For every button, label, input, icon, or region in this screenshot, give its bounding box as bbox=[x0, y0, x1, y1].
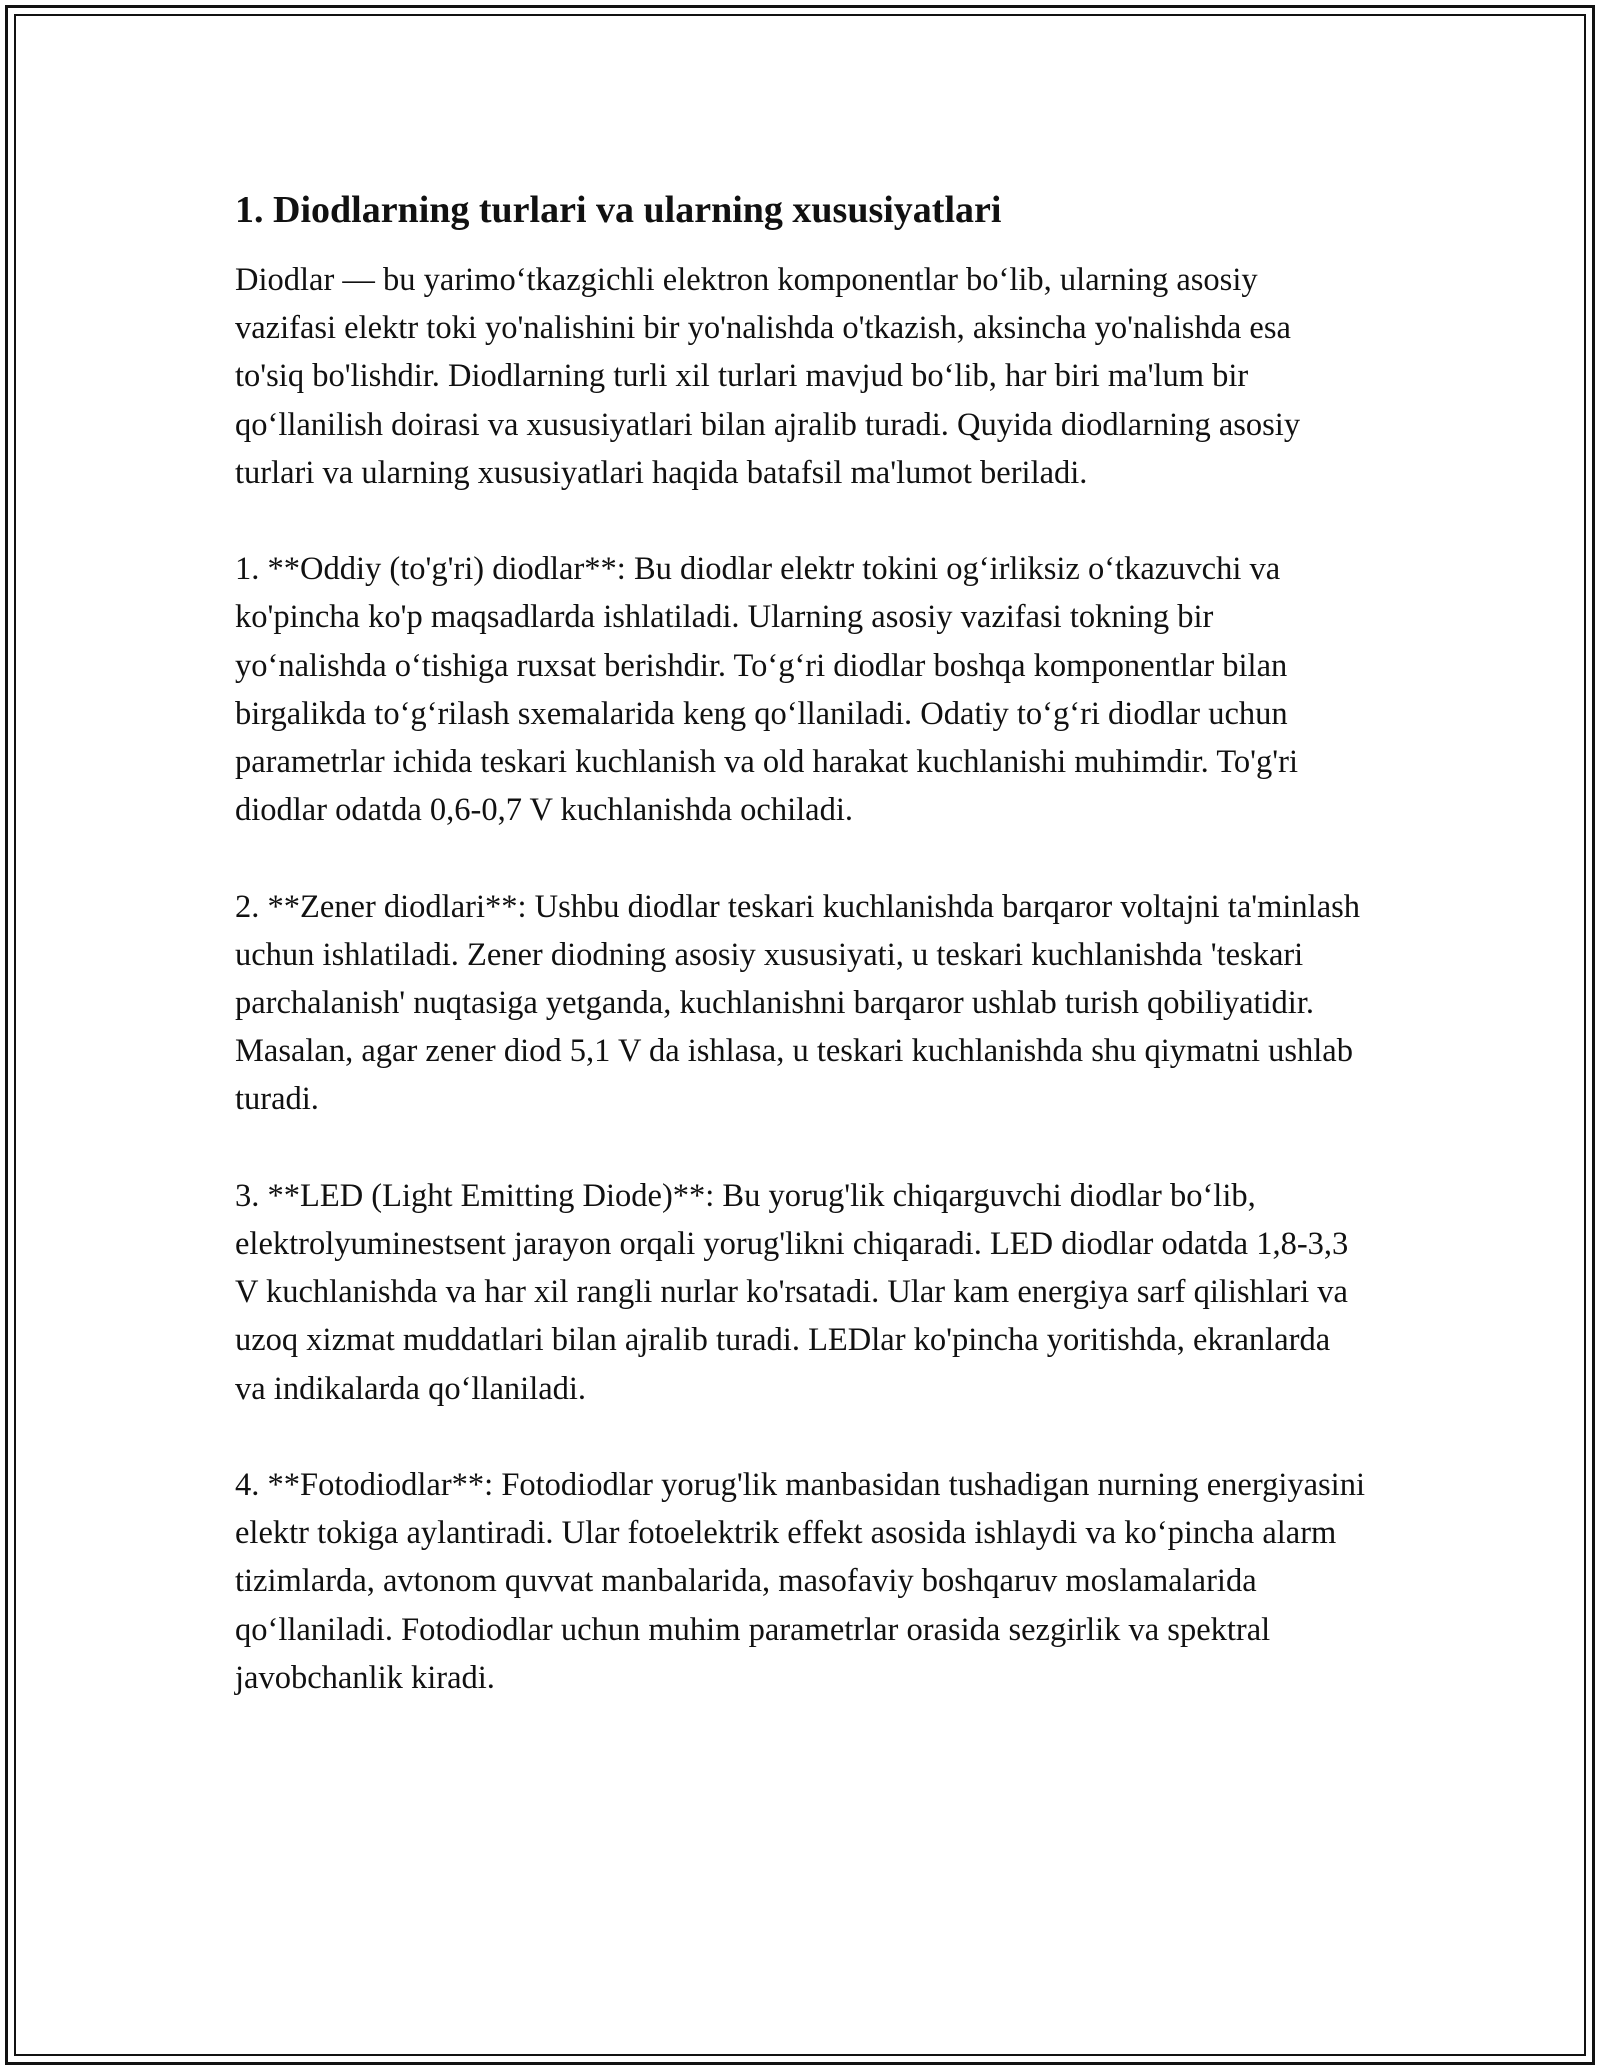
paragraph-intro: Diodlar — bu yarimo‘tkazgichli elektron komponentlar bo‘lib, ularning asosiy vazifasi elektr toki yo'nalishini bir yo'nalishda o'tkazish, aksincha yo'nalishda esa to'siq bo'lishdir. Diodlarning turli xil turlari mavjud bo‘lib, har biri ma'lum bir qo‘llanilish doirasi va xususiyatlari bilan ajralib turadi. Quyida diodlarning asosiy turlari va ularning xususiyatlari haqida batafsil ma'lumot beriladi. bbox=[235, 262, 1301, 491]
paragraph-ordinary-diodes: 1. **Oddiy (to'g'ri) diodlar**: Bu diodlar elektr tokini og‘irliksiz o‘tkazuvchi va ko'pincha ko'p maqsadlarda ishlatiladi. Ularning asosiy vazifasi tokning bir yo‘nalishda o‘tishiga ruxsat berishdir. To‘g‘ri diodlar boshqa komponentlar bilan birgalikda to‘g‘rilash sxemalarida keng qo‘llaniladi. Odatiy to‘g‘ri diodlar uchun parametrlar ichida teskari kuchlanish va old harakat kuchlanishi muhimdir. To'g'ri diodlar odatda 0,6-0,7 V kuchlanishda ochiladi. bbox=[235, 551, 1298, 829]
document-body bbox=[235, 186, 1365, 1750]
paragraph-zener-diodes: 2. **Zener diodlari**: Ushbu diodlar teskari kuchlanishda barqaror voltajni ta'minlash uchun ishlatiladi. Zener diodning asosiy xususiyati, u teskari kuchlanishda 'teskari parchalanish' nuqtasiga yetganda, kuchlanishni barqaror ushlab turish qobiliyatidir. Masalan, agar zener diod 5,1 V da ishlasa, u teskari kuchlanishda shu qiymatni ushlab turadi. bbox=[235, 888, 1361, 1118]
paragraph-photodiodes: 4. **Fotodiodlar**: Fotodiodlar yorug'lik manbasidan tushadigan nurning energiyasini elektr tokiga aylantiradi. Ular fotoelektrik effekt asosida ishlaydi va ko‘pincha alarm tizimlarda, avtonom quvvat manbalarida, masofaviy boshqaruv moslamalarida qo‘llaniladi. Fotodiodlar uchun muhim parametrlar orasida sezgirlik va spektral javobchanlik kiradi. bbox=[235, 1467, 1365, 1696]
paragraph-led: 3. **LED (Light Emitting Diode)**: Bu yorug'lik chiqarguvchi diodlar bo‘lib, elektrolyuminestsent jarayon orqali yorug'likni chiqaradi. LED diodlar odatda 1,8-3,3 V kuchlanishda va har xil rangli nurlar ko'rsatadi. Ular kam energiya sarf qilishlari va uzoq xizmat muddatlari bilan ajralib turadi. LEDlar ko'pincha yoritishda, ekranlarda va indikalarda qo‘llaniladi. bbox=[235, 1177, 1349, 1407]
document-title: 1. Diodlarning turlari va ularning xususiyatlari bbox=[235, 189, 1002, 231]
